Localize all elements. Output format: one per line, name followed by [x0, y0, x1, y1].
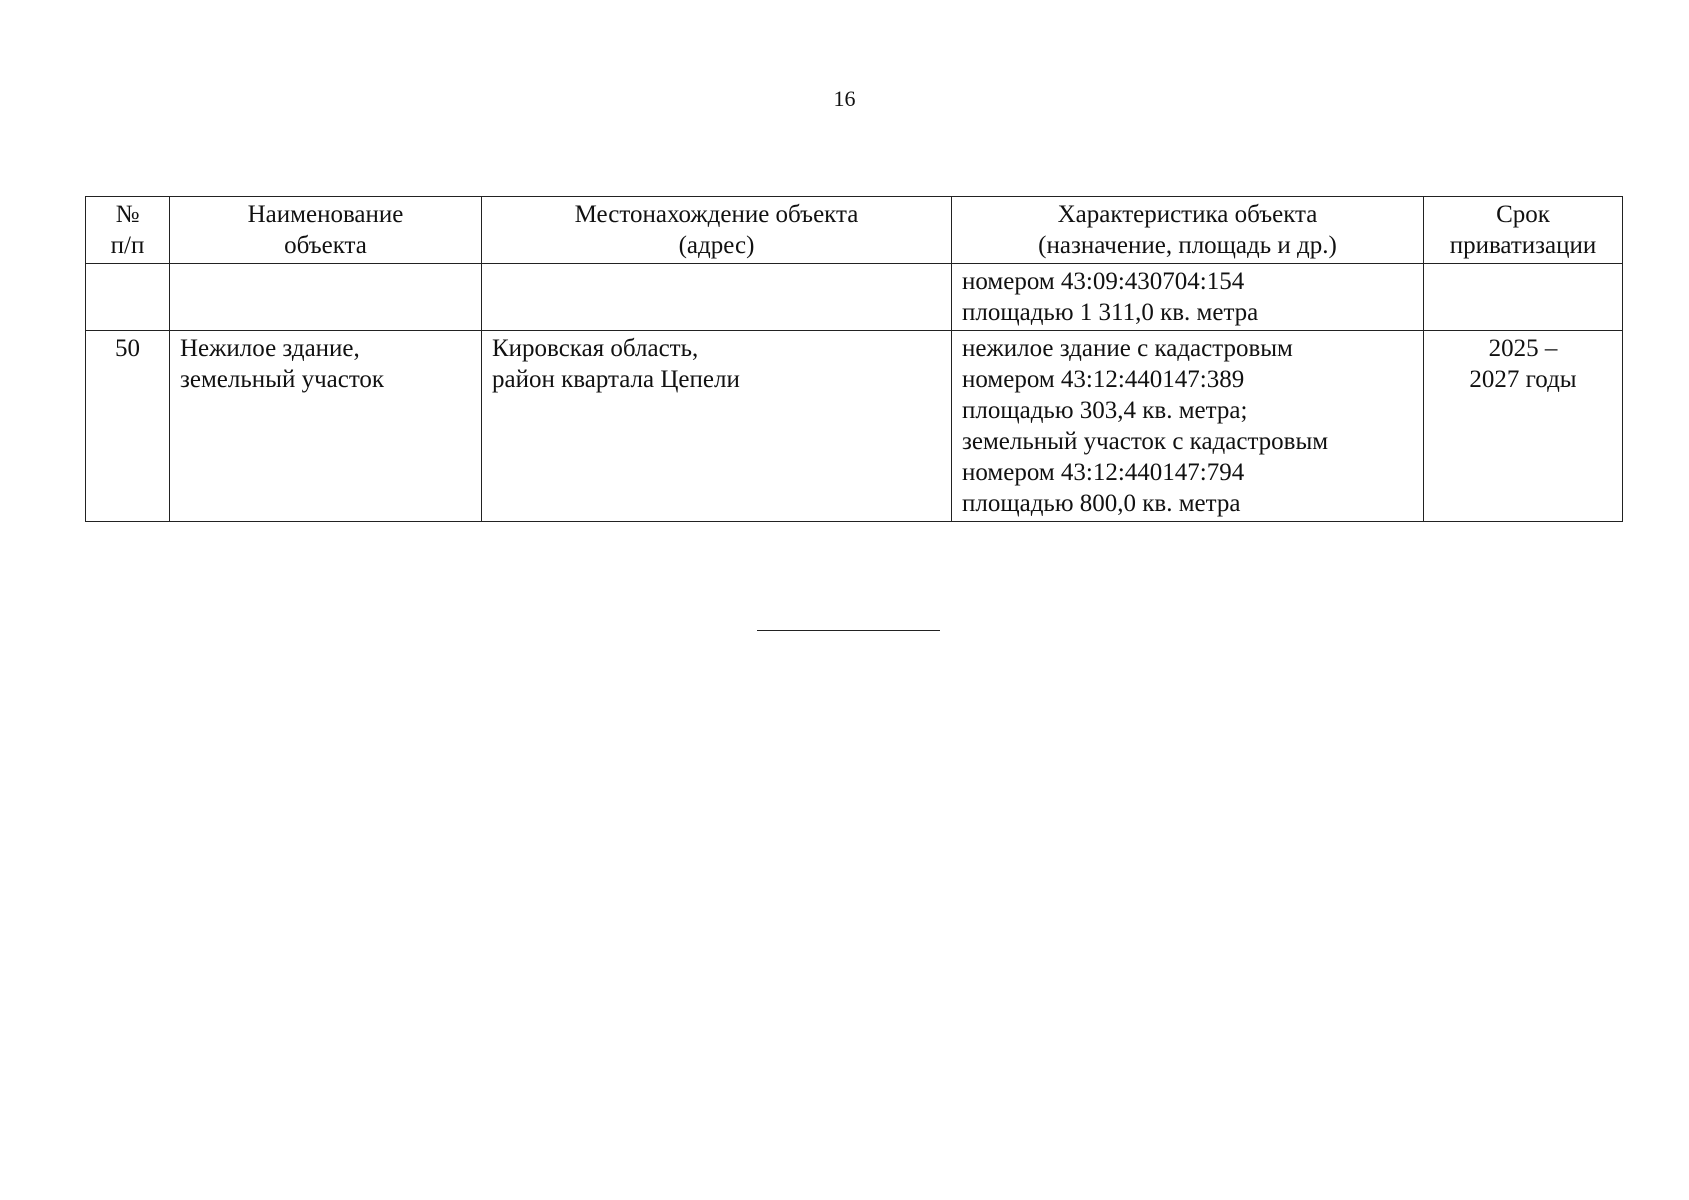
- table-row-continuation: [86, 264, 1623, 331]
- header-name-line-2: объекта: [284, 232, 367, 259]
- header-term-line-1: Срок: [1496, 201, 1550, 228]
- header-number: [86, 197, 170, 264]
- cell-location: [482, 264, 952, 331]
- location-line: Кировская область,: [492, 335, 699, 362]
- cell-term: [1424, 264, 1623, 331]
- cell-characteristics: [952, 331, 1424, 522]
- characteristics-line: нежилое здание с кадастровым: [962, 335, 1293, 362]
- term-line: 2027 годы: [1469, 366, 1577, 393]
- table-header-row: [86, 197, 1623, 264]
- cell-number: 50: [86, 331, 170, 522]
- characteristics-line: площадью 800,0 кв. метра: [962, 490, 1241, 517]
- header-characteristics-line-1: Характеристика объекта: [1057, 201, 1318, 228]
- characteristics-line: площадью 303,4 кв. метра;: [962, 397, 1248, 424]
- header-name: [170, 197, 482, 264]
- cell-location: [482, 331, 952, 522]
- header-number-line-2: п/п: [110, 232, 145, 259]
- table-row: [86, 331, 1623, 522]
- header-term: [1424, 197, 1623, 264]
- characteristics-line: площадью 1 311,0 кв. метра: [962, 299, 1259, 326]
- name-line: Нежилое здание,: [180, 335, 360, 362]
- cell-characteristics: [952, 264, 1424, 331]
- header-location: [482, 197, 952, 264]
- characteristics-line: номером 43:09:430704:154: [962, 268, 1245, 295]
- end-of-table-rule: [757, 630, 940, 631]
- characteristics-line: номером 43:12:440147:389: [962, 366, 1245, 393]
- header-number-line-1: №: [115, 201, 140, 228]
- characteristics-line: земельный участок с кадастровым: [962, 428, 1329, 455]
- name-line: земельный участок: [180, 366, 385, 393]
- header-characteristics-line-2: (назначение, площадь и др.): [1038, 232, 1337, 259]
- header-term-line-2: приватизации: [1449, 232, 1597, 259]
- location-line: район квартала Цепели: [492, 366, 740, 393]
- term-line: 2025 –: [1488, 335, 1558, 362]
- header-name-line-1: Наименование: [247, 201, 404, 228]
- privatization-table: [85, 196, 1623, 522]
- header-characteristics: [952, 197, 1424, 264]
- characteristics-line: номером 43:12:440147:794: [962, 459, 1245, 486]
- cell-number: [86, 264, 170, 331]
- cell-name: [170, 331, 482, 522]
- header-location-line-1: Местонахождение объекта: [574, 201, 859, 228]
- header-location-line-2: (адрес): [678, 232, 755, 259]
- page-number: 16: [833, 86, 856, 111]
- cell-name: [170, 264, 482, 331]
- cell-term: [1424, 331, 1623, 522]
